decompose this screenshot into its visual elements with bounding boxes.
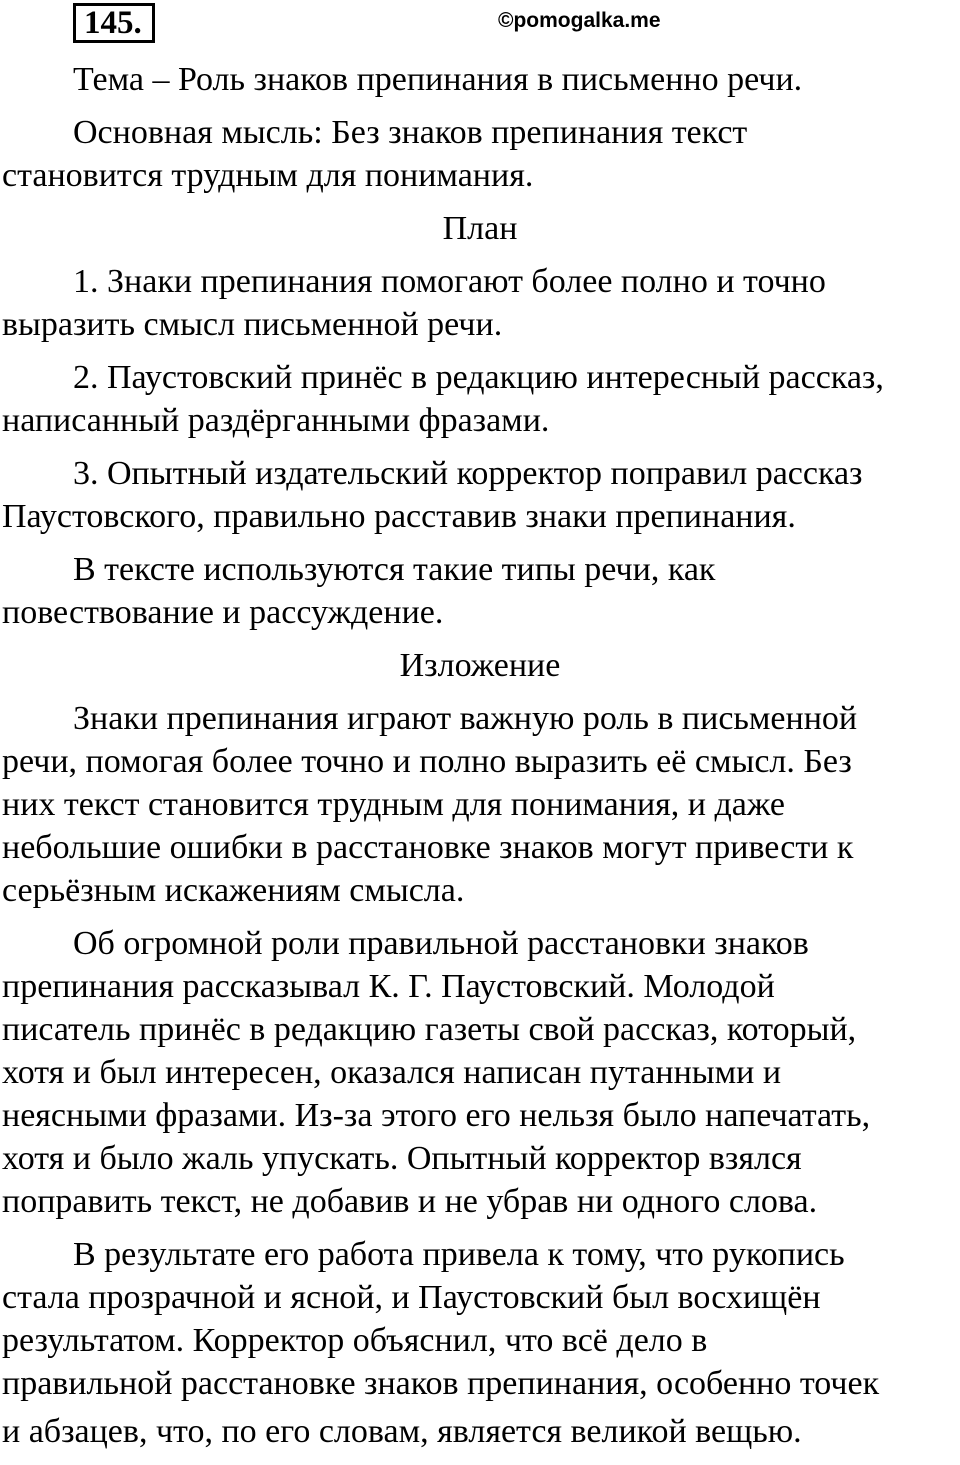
text-line: выразить смысл письменной речи.: [2, 306, 503, 343]
text-line: серьёзным искажениям смысла.: [2, 872, 465, 909]
main-idea-paragraph: [2, 111, 958, 197]
task-number: 145.: [84, 4, 142, 41]
speech-types-paragraph: [2, 548, 958, 634]
plan-item-2: [2, 356, 958, 442]
retelling-paragraph-1: [2, 697, 958, 912]
text-line: становится трудным для понимания.: [2, 157, 534, 194]
text-line: речи, помогая более точно и полно выразить её смысл. Без: [2, 743, 852, 780]
text-line: Основная мысль: Без знаков препинания текст: [73, 114, 748, 151]
text-line: небольшие ошибки в расстановке знаков могут привести к: [2, 829, 854, 866]
text-line: поправить текст, не добавив и не убрав ни одного слова.: [2, 1183, 818, 1220]
text-line: 1. Знаки препинания помогают более полно и точно: [73, 263, 826, 300]
text-line: и абзацев, что, по его словам, является великой вещью.: [2, 1413, 802, 1450]
plan-item-3: [2, 452, 958, 538]
retelling-paragraph-3: [2, 1233, 958, 1453]
text-line: Знаки препинания играют важную роль в письменной: [73, 700, 858, 737]
text-line: них текст становится трудным для понимания, и даже: [2, 786, 786, 823]
task-number-box: [73, 3, 155, 43]
text-line: Об огромной роли правильной расстановки знаков: [73, 925, 809, 962]
text-line: В результате его работа привела к тому, что рукопись: [73, 1236, 845, 1273]
text-line: 2. Паустовский принёс в редакцию интересный рассказ,: [73, 359, 884, 396]
text-line: неясными фразами. Из-за этого его нельзя было напечатать,: [2, 1097, 871, 1134]
text-line: писатель принёс в редакцию газеты свой рассказ, который,: [2, 1011, 857, 1048]
text-line: В тексте используются такие типы речи, как: [73, 551, 716, 588]
text-line: написанный раздёрганными фразами.: [2, 402, 550, 439]
plan-item-1: [2, 260, 958, 346]
retelling-paragraph-2: [2, 922, 958, 1223]
text-line: хотя и было жаль упускать. Опытный корректор взялся: [2, 1140, 802, 1177]
text-line: правильной расстановке знаков препинания, особенно точек: [2, 1365, 880, 1402]
topic-paragraph: [2, 58, 958, 101]
text-line: повествование и рассуждение.: [2, 594, 444, 631]
plan-heading: План: [442, 210, 518, 247]
text-line: Паустовского, правильно расставив знаки препинания.: [2, 498, 796, 535]
retelling-heading: Изложение: [399, 647, 561, 684]
text-line: 3. Опытный издательский корректор поправил рассказ: [73, 455, 863, 492]
text-line: результатом. Корректор объяснил, что всё дело в: [2, 1322, 708, 1359]
text-line: препинания рассказывал К. Г. Паустовский. Молодой: [2, 968, 775, 1005]
document-text: [2, 58, 958, 1463]
text-line: хотя и был интересен, оказался написан путанными и: [2, 1054, 782, 1091]
text-line: стала прозрачной и ясной, и Паустовский был восхищён: [2, 1279, 821, 1316]
text-line: Тема – Роль знаков препинания в письменно речи.: [73, 61, 803, 98]
watermark: ©pomogalka.me: [498, 9, 661, 32]
